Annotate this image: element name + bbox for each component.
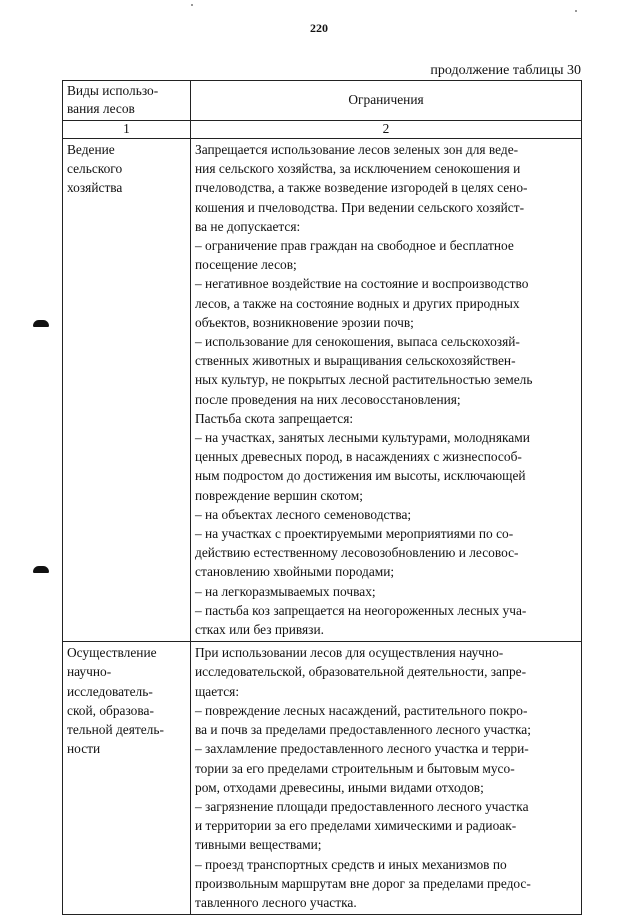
table-row <box>63 642 582 915</box>
header-restrictions: Ограничения <box>191 81 582 121</box>
page-number: 220 <box>310 21 328 35</box>
column-number: 2 <box>191 121 582 139</box>
scan-speck <box>191 4 193 6</box>
restrictions-cell: При использовании лесов для осуществления научно- исследовательской, образовательной деятельности, запре- щается: – повреждение лесных насаждений, растительного покро- ва и почв за пределами предоставленного лесного участка; – захламление предоставленного лесного участка и терри- тории за его пределами строительным и бытовым мусо- ром, отходами древесины, иными видами отходов; – загрязнение площади предоставленного лесного участка и территории за его пределами химическими и радиоак- тивными веществами; – проезд транспортных средств и иных механизмов по произвольным маршрутам вне дорог за пределами предос- тавленного лесного участка. <box>191 642 582 915</box>
table-continuation-caption: продолжение таблицы 30 <box>430 63 581 78</box>
forest-use-type-cell: Осуществление научно- исследователь- ской, образова- тельной деятель- ности <box>63 642 191 915</box>
table-row <box>63 139 582 642</box>
restrictions-cell: Запрещается использование лесов зеленых зон для веде- ния сельского хозяйства, за исключением сенокошения и пчеловодства, а также возведение изгородей в целях сено- кошения и пчеловодства. При ведении сельского хозяйст- ва не допускается: – ограничение прав граждан на свободное и бесплатное посещение лесов; – негативное воздействие на состояние и воспроизводство лесов, а также на состояние водных и других природных объектов, возникновение эрозии почв; – использование для сенокошения, выпаса сельскохозяй- ственных животных и выращивания сельскохозяйствен- ных культур, не покрытых лесной растительностью земель после проведения на них лесовосстановления; Пастьба скота запрещается: – на участках, занятых лесными культурами, молодняками ценных древесных пород, в насаждениях с жизнеспособ- ным подростом до достижения им высоты, исключающей повреждение вершин скотом; – на объектах лесного семеноводства; – на участках с проектируемыми мероприятиями по со- действию естественному лесовозобновлению и лесовос- становлению хвойными породами; – на легкоразмываемых почвах; – пастьба коз запрещается на неогороженных лесных уча- стках или без привязи. <box>191 139 582 642</box>
column-number: 1 <box>63 121 191 139</box>
column-number-row <box>63 121 582 139</box>
scan-artifact-mark <box>33 320 49 327</box>
restrictions-table <box>62 80 582 915</box>
header-forest-use-types: Виды использо- вания лесов <box>63 81 191 121</box>
scan-artifact-mark <box>33 566 49 573</box>
forest-use-type-cell: Ведение сельского хозяйства <box>63 139 191 642</box>
table-header-row <box>63 81 582 121</box>
scan-speck <box>575 10 577 12</box>
